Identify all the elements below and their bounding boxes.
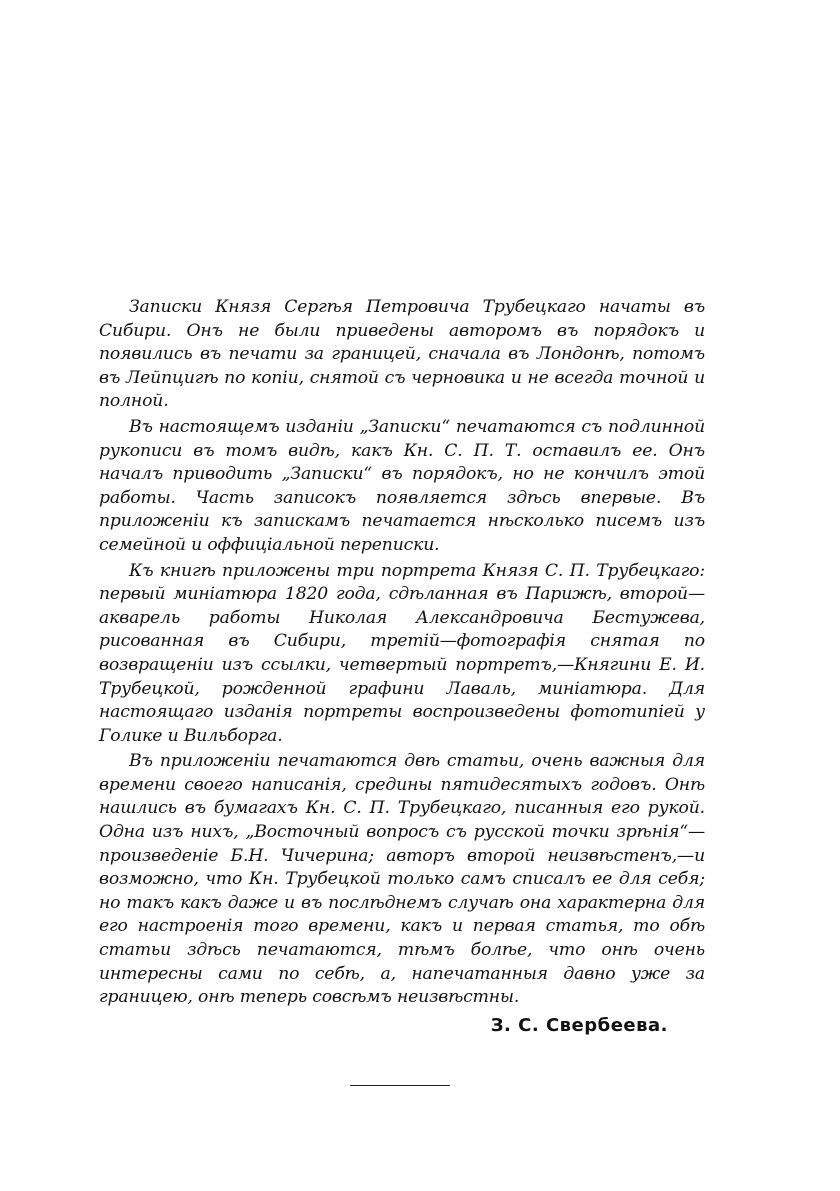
paragraph-4: Въ приложеніи печатаются двѣ статьи, очень важныя для времени своего написанія, средины пятидесятыхъ годовъ. Онѣ нашлись въ бумагахъ Кн. С. П. Трубецкаго, писанныя его рукой. Одна изъ нихъ, „Восточный вопросъ съ русской точки зрѣнія“—произведеніе Б.Н. Чичерина; авторъ второй неизвѣстенъ,—и возможно, что Кн. Трубецкой только самъ списалъ ее для себя; но такъ какъ даже и въ послѣднемъ случаѣ она характерна для его настроенія того времени, какъ и первая статья, то обѣ статьи здѣсь печатаются, тѣмъ болѣе, что онѣ очень интересны сами по себѣ, а, напечатанныя давно уже за границею, онѣ теперь совсѣмъ неизвѣстны. <box>99 751 705 1008</box>
paragraph-2: Въ настоящемъ изданіи „Записки“ печатаются съ подлинной рукописи въ томъ видѣ, какъ Кн. С. П. Т. оставилъ ее. Онъ началъ приводить „Записки“ въ порядокъ, но не кончилъ этой работы. Часть записокъ появляется здѣсь впервые. Въ приложеніи къ запискамъ печатается нѣсколько писемъ изъ семейной и оффиціальной переписки. <box>99 416 705 555</box>
closing-rule <box>350 1085 450 1086</box>
paragraph-3: Къ книгѣ приложены три портрета Князя С. П. Трубецкаго: первый миніатюра 1820 года, сдѣланная въ Парижѣ, второй—акварель работы Николая Александровича Бестужева, рисованная въ Сибири, третій—фотографія снятая по возвращеніи изъ ссылки, четвертый портретъ,—Княгини Е. И. Трубецкой, рожденной графини Лаваль, миніатюра. Для настоящаго изданія портреты воспроизведены фототипіей у Голике и Вильборга. <box>99 560 705 746</box>
signature: З. С. Свербеева. <box>490 1015 668 1036</box>
preface-text <box>99 296 705 1012</box>
paragraph-1: Записки Князя Сергѣя Петровича Трубецкаго начаты въ Сибири. Онъ не были приведены авторомъ въ порядокъ и появились въ печати за границей, сначала въ Лондонѣ, потомъ въ Лейпцигѣ по копіи, снятой съ черновика и не всегда точной и полной. <box>99 297 705 412</box>
